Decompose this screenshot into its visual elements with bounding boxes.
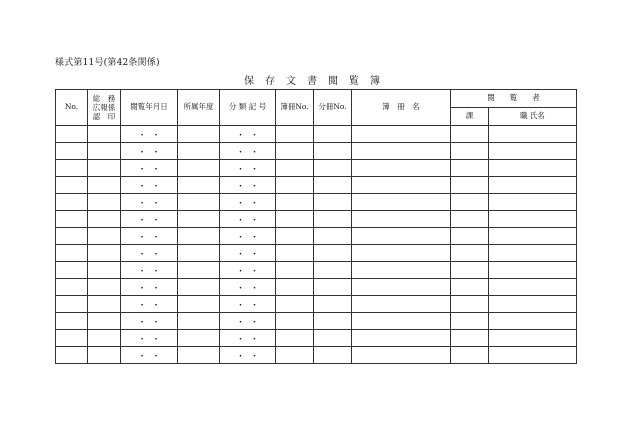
- table-row: [56, 279, 577, 296]
- header-section: 課: [451, 108, 489, 126]
- class-code-cell[interactable]: [220, 279, 276, 296]
- view-date-cell[interactable]: [121, 177, 178, 194]
- table-cell[interactable]: [178, 211, 220, 228]
- table-cell[interactable]: [56, 279, 88, 296]
- view-date-cell[interactable]: [121, 211, 178, 228]
- table-cell[interactable]: [178, 347, 220, 364]
- table-cell[interactable]: [489, 194, 577, 211]
- table-cell[interactable]: [56, 313, 88, 330]
- date-separator-dot: ・: [151, 317, 161, 328]
- table-cell[interactable]: [276, 177, 314, 194]
- table-cell[interactable]: [276, 347, 314, 364]
- table-cell[interactable]: [88, 211, 121, 228]
- table-cell[interactable]: [451, 126, 489, 143]
- table-cell[interactable]: [352, 347, 451, 364]
- date-separator-dot: ・: [151, 147, 161, 158]
- table-cell[interactable]: [352, 228, 451, 245]
- table-cell[interactable]: [88, 245, 121, 262]
- table-cell[interactable]: [178, 126, 220, 143]
- table-cell[interactable]: [489, 296, 577, 313]
- table-cell[interactable]: [352, 313, 451, 330]
- table-cell[interactable]: [352, 245, 451, 262]
- date-separator-dot: ・: [235, 198, 245, 209]
- class-code-cell[interactable]: [220, 347, 276, 364]
- table-cell[interactable]: [352, 262, 451, 279]
- table-row: [56, 296, 577, 313]
- table-row: [56, 347, 577, 364]
- table-cell[interactable]: [314, 126, 352, 143]
- table-cell[interactable]: [451, 211, 489, 228]
- table-cell[interactable]: [276, 296, 314, 313]
- table-cell[interactable]: [352, 160, 451, 177]
- table-cell[interactable]: [56, 126, 88, 143]
- table-cell[interactable]: [276, 160, 314, 177]
- table-cell[interactable]: [451, 245, 489, 262]
- table-cell[interactable]: [314, 160, 352, 177]
- date-separator-dot: ・: [235, 266, 245, 277]
- table-cell[interactable]: [314, 262, 352, 279]
- table-cell[interactable]: [451, 160, 489, 177]
- table-cell[interactable]: [489, 126, 577, 143]
- form-number-label: 様式第11号(第42条関係): [55, 58, 160, 68]
- table-cell[interactable]: [178, 313, 220, 330]
- table-row: [56, 245, 577, 262]
- view-date-cell[interactable]: [121, 194, 178, 211]
- table-cell[interactable]: [178, 262, 220, 279]
- date-separator-dot: ・: [137, 147, 147, 158]
- date-separator-dot: ・: [151, 215, 161, 226]
- view-date-cell[interactable]: [121, 228, 178, 245]
- header-register-no: 簿冊No.: [276, 90, 314, 126]
- date-separator-dot: ・: [137, 351, 147, 362]
- class-code-cell[interactable]: [220, 143, 276, 160]
- date-separator-dot: ・: [137, 130, 147, 141]
- table-cell[interactable]: [352, 143, 451, 160]
- table-cell[interactable]: [314, 330, 352, 347]
- table-cell[interactable]: [314, 177, 352, 194]
- table-row: [56, 228, 577, 245]
- table-cell[interactable]: [451, 296, 489, 313]
- table-cell[interactable]: [352, 194, 451, 211]
- date-separator-dot: ・: [151, 181, 161, 192]
- table-cell[interactable]: [178, 143, 220, 160]
- table-cell[interactable]: [352, 279, 451, 296]
- table-row: [56, 160, 577, 177]
- table-cell[interactable]: [489, 347, 577, 364]
- table-cell[interactable]: [451, 313, 489, 330]
- table-row: [56, 126, 577, 143]
- table-cell[interactable]: [314, 279, 352, 296]
- class-code-cell[interactable]: [220, 228, 276, 245]
- date-separator-dot: ・: [151, 300, 161, 311]
- date-separator-dot: ・: [249, 215, 259, 226]
- date-separator-dot: ・: [137, 283, 147, 294]
- date-separator-dot: ・: [137, 198, 147, 209]
- date-separator-dot: ・: [137, 181, 147, 192]
- table-cell[interactable]: [178, 330, 220, 347]
- date-separator-dot: ・: [137, 334, 147, 345]
- table-cell[interactable]: [178, 279, 220, 296]
- table-cell[interactable]: [489, 245, 577, 262]
- table-cell[interactable]: [178, 245, 220, 262]
- table-cell[interactable]: [489, 211, 577, 228]
- table-cell[interactable]: [56, 228, 88, 245]
- header-class-code: 分 類 記 号: [220, 90, 276, 126]
- date-separator-dot: ・: [249, 181, 259, 192]
- table-cell[interactable]: [489, 228, 577, 245]
- table-cell[interactable]: [88, 279, 121, 296]
- date-separator-dot: ・: [249, 300, 259, 311]
- table-cell[interactable]: [276, 262, 314, 279]
- header-approval-line1: 総 務: [92, 93, 116, 103]
- view-date-cell[interactable]: [121, 296, 178, 313]
- table-cell[interactable]: [56, 245, 88, 262]
- table-cell[interactable]: [314, 143, 352, 160]
- view-date-cell[interactable]: [121, 126, 178, 143]
- table-cell[interactable]: [178, 177, 220, 194]
- table-cell[interactable]: [489, 313, 577, 330]
- date-separator-dot: ・: [151, 198, 161, 209]
- table-cell[interactable]: [88, 347, 121, 364]
- date-separator-dot: ・: [137, 215, 147, 226]
- table-row: [56, 313, 577, 330]
- table-cell[interactable]: [352, 296, 451, 313]
- table-row: [56, 194, 577, 211]
- date-separator-dot: ・: [235, 130, 245, 141]
- date-separator-dot: ・: [235, 249, 245, 260]
- viewing-register-table: [55, 89, 577, 364]
- table-cell[interactable]: [178, 228, 220, 245]
- date-separator-dot: ・: [151, 249, 161, 260]
- date-separator-dot: ・: [137, 164, 147, 175]
- table-cell[interactable]: [489, 330, 577, 347]
- date-separator-dot: ・: [235, 232, 245, 243]
- table-cell[interactable]: [56, 160, 88, 177]
- table-row: [56, 262, 577, 279]
- date-separator-dot: ・: [151, 266, 161, 277]
- date-separator-dot: ・: [151, 232, 161, 243]
- date-separator-dot: ・: [249, 317, 259, 328]
- table-cell[interactable]: [314, 245, 352, 262]
- table-cell[interactable]: [276, 313, 314, 330]
- view-date-cell[interactable]: [121, 262, 178, 279]
- document-title: 保 存 文 書 閲 覧 簿: [244, 76, 381, 87]
- class-code-cell[interactable]: [220, 126, 276, 143]
- date-separator-dot: ・: [137, 266, 147, 277]
- table-cell[interactable]: [489, 262, 577, 279]
- table-cell[interactable]: [314, 313, 352, 330]
- date-separator-dot: ・: [151, 164, 161, 175]
- table-cell[interactable]: [56, 262, 88, 279]
- date-separator-dot: ・: [137, 232, 147, 243]
- table-cell[interactable]: [56, 177, 88, 194]
- class-code-cell[interactable]: [220, 313, 276, 330]
- date-separator-dot: ・: [235, 164, 245, 175]
- header-register-name: 簿 冊 名: [352, 90, 451, 126]
- class-code-cell[interactable]: [220, 245, 276, 262]
- view-date-cell[interactable]: [121, 143, 178, 160]
- table-cell[interactable]: [451, 347, 489, 364]
- date-separator-dot: ・: [249, 334, 259, 345]
- date-separator-dot: ・: [249, 283, 259, 294]
- view-date-cell[interactable]: [121, 347, 178, 364]
- date-separator-dot: ・: [249, 351, 259, 362]
- table-cell[interactable]: [88, 313, 121, 330]
- table-cell[interactable]: [178, 160, 220, 177]
- table-cell[interactable]: [56, 347, 88, 364]
- date-separator-dot: ・: [151, 334, 161, 345]
- register-rows: [56, 126, 577, 364]
- date-separator-dot: ・: [249, 130, 259, 141]
- table-cell[interactable]: [489, 279, 577, 296]
- table-cell[interactable]: [451, 228, 489, 245]
- view-date-cell[interactable]: [121, 313, 178, 330]
- table-cell[interactable]: [314, 194, 352, 211]
- table-cell[interactable]: [489, 143, 577, 160]
- date-separator-dot: ・: [235, 283, 245, 294]
- table-cell[interactable]: [489, 177, 577, 194]
- table-cell[interactable]: [88, 177, 121, 194]
- table-row: [56, 330, 577, 347]
- date-separator-dot: ・: [235, 181, 245, 192]
- table-cell[interactable]: [88, 126, 121, 143]
- header-position-name: 職 氏名: [489, 108, 577, 126]
- view-date-cell[interactable]: [121, 245, 178, 262]
- table-cell[interactable]: [276, 126, 314, 143]
- date-separator-dot: ・: [249, 266, 259, 277]
- header-approval-stamp: [88, 90, 121, 126]
- table-cell[interactable]: [276, 211, 314, 228]
- date-separator-dot: ・: [249, 198, 259, 209]
- table-cell[interactable]: [88, 228, 121, 245]
- date-separator-dot: ・: [235, 351, 245, 362]
- table-cell[interactable]: [451, 279, 489, 296]
- table-row: [56, 211, 577, 228]
- table-row: [56, 177, 577, 194]
- date-separator-dot: ・: [151, 130, 161, 141]
- class-code-cell[interactable]: [220, 211, 276, 228]
- table-cell[interactable]: [314, 211, 352, 228]
- date-separator-dot: ・: [249, 232, 259, 243]
- table-cell[interactable]: [451, 194, 489, 211]
- table-cell[interactable]: [276, 194, 314, 211]
- date-separator-dot: ・: [249, 249, 259, 260]
- table-cell[interactable]: [88, 330, 121, 347]
- table-cell[interactable]: [352, 126, 451, 143]
- view-date-cell[interactable]: [121, 330, 178, 347]
- table-cell[interactable]: [56, 194, 88, 211]
- class-code-cell[interactable]: [220, 160, 276, 177]
- table-cell[interactable]: [56, 143, 88, 160]
- table-cell[interactable]: [451, 177, 489, 194]
- class-code-cell[interactable]: [220, 194, 276, 211]
- table-cell[interactable]: [276, 143, 314, 160]
- table-cell[interactable]: [276, 245, 314, 262]
- table-cell[interactable]: [314, 347, 352, 364]
- table-cell[interactable]: [276, 279, 314, 296]
- date-separator-dot: ・: [235, 215, 245, 226]
- table-cell[interactable]: [451, 143, 489, 160]
- header-viewer: 閲 覧 者: [451, 90, 577, 108]
- date-separator-dot: ・: [151, 283, 161, 294]
- table-cell[interactable]: [88, 194, 121, 211]
- table-cell[interactable]: [56, 211, 88, 228]
- table-cell[interactable]: [352, 177, 451, 194]
- date-separator-dot: ・: [137, 300, 147, 311]
- date-separator-dot: ・: [137, 249, 147, 260]
- header-approval-line2: 広報係: [92, 102, 116, 112]
- header-volume-no: 分冊No.: [314, 90, 352, 126]
- date-separator-dot: ・: [235, 300, 245, 311]
- table-cell[interactable]: [276, 330, 314, 347]
- table-cell[interactable]: [56, 330, 88, 347]
- header-approval-line3: 認 印: [92, 111, 116, 121]
- class-code-cell[interactable]: [220, 262, 276, 279]
- table-cell[interactable]: [88, 262, 121, 279]
- date-separator-dot: ・: [137, 317, 147, 328]
- table-cell[interactable]: [314, 296, 352, 313]
- table-cell[interactable]: [276, 228, 314, 245]
- table-row: [56, 143, 577, 160]
- class-code-cell[interactable]: [220, 296, 276, 313]
- table-cell[interactable]: [314, 228, 352, 245]
- table-cell[interactable]: [56, 296, 88, 313]
- table-cell[interactable]: [451, 330, 489, 347]
- date-separator-dot: ・: [235, 147, 245, 158]
- class-code-cell[interactable]: [220, 330, 276, 347]
- table-cell[interactable]: [352, 211, 451, 228]
- table-cell[interactable]: [88, 296, 121, 313]
- class-code-cell[interactable]: [220, 177, 276, 194]
- table-cell[interactable]: [451, 262, 489, 279]
- date-separator-dot: ・: [249, 164, 259, 175]
- table-cell[interactable]: [88, 143, 121, 160]
- header-view-date: 閲覧年月日: [121, 90, 178, 126]
- table-cell[interactable]: [88, 160, 121, 177]
- date-separator-dot: ・: [235, 317, 245, 328]
- date-separator-dot: ・: [249, 147, 259, 158]
- table-cell[interactable]: [178, 296, 220, 313]
- table-cell[interactable]: [489, 160, 577, 177]
- table-cell[interactable]: [178, 194, 220, 211]
- view-date-cell[interactable]: [121, 160, 178, 177]
- date-separator-dot: ・: [235, 334, 245, 345]
- table-cell[interactable]: [352, 330, 451, 347]
- date-separator-dot: ・: [151, 351, 161, 362]
- header-no: No.: [56, 90, 88, 126]
- header-fiscal-year: 所属年度: [178, 90, 220, 126]
- view-date-cell[interactable]: [121, 279, 178, 296]
